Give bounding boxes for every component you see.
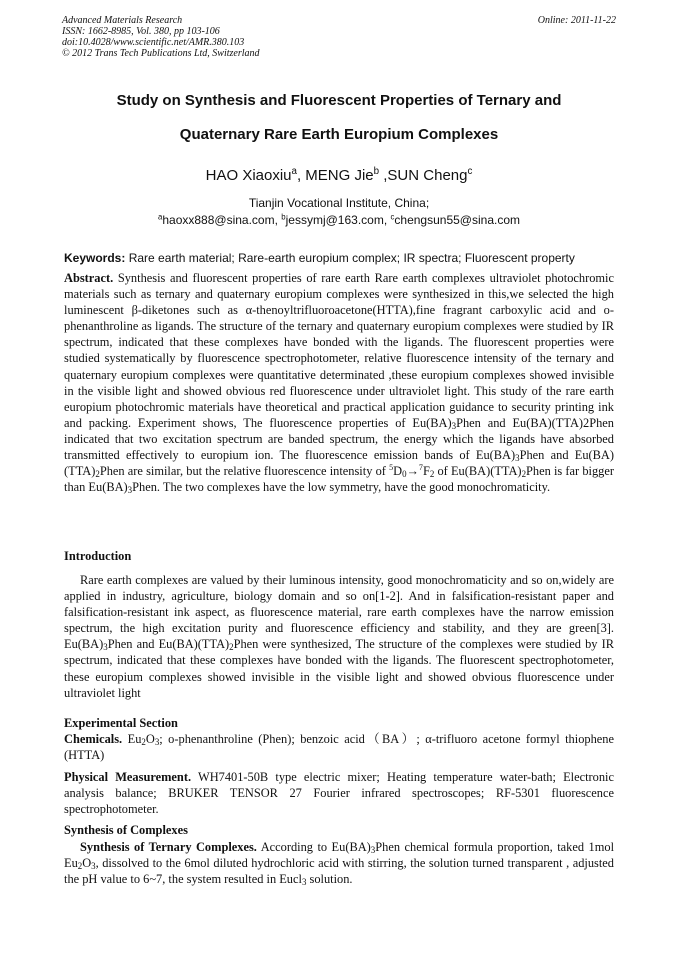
subscript: 3 — [103, 642, 108, 653]
chemicals-paragraph — [64, 731, 614, 763]
body-text: According to Eu(BA) — [256, 840, 371, 854]
email-mark: a — [158, 212, 163, 222]
physical-measurement-paragraph — [64, 769, 614, 817]
online-date: Online: 2011-11-22 — [537, 15, 616, 26]
body-text: WH7401-50B type electric mixer; Heating temperature water-bath; Electronic analysis balance; BRUKER TENSOR 27 Fourier infrared spectroscopes; RF-5301 fluorescence spectrophotometer. — [64, 770, 615, 817]
abstract-text: of Eu(BA)(TTA) — [434, 464, 522, 479]
email-link: haoxx888@sina.com, — [162, 213, 282, 227]
body-text: Rare earth complexes are valued by their luminous intensity, good monochromaticity and so on,widely are applied in industry, agriculture, biology domain and so on[1-2]. And in falsification-resistant paper and falsification-resistant ink aspect, as fluorescence material, rare earth complexes have the narrow emission spectrum, the high excitation purity and fluorescence efficiency and stability, and they are green[3]. Eu(BA) — [64, 573, 614, 652]
body-text: Phen and Eu(BA)(TTA) — [107, 637, 230, 652]
body-text: solution. — [306, 872, 353, 887]
section-heading-experimental: Experimental Section — [64, 716, 178, 730]
email-link: chengsun55@sina.com — [394, 213, 520, 227]
body-text: Phen were synthesized, The structure of the complexes were studied by IR spectrum, indicated that these complexes have bonded with the ligands. The fluorescent spectrophotometer, these europium complexes showed invisible in the visible light and showed obvious fluorescence under ultraviolet light — [64, 637, 614, 700]
subscript: 2 — [521, 469, 527, 480]
subscript: 3 — [370, 845, 376, 856]
subscript: 3 — [154, 737, 160, 748]
abstract-text: Phen. The two complexes have the low symmetry, have the good monochromaticity. — [132, 480, 551, 495]
introduction-paragraph — [64, 572, 614, 701]
body-text: O — [145, 732, 155, 746]
body-text: , dissolved to the 6mol diluted hydrochloric acid with stirring, the solution turned transparent , adjusted the pH value to 6~7, the system resulted in Eucl — [64, 856, 614, 887]
abstract-text: Phen and Eu(BA)(TTA)2Phen indicated that two excitation spectrum are banded spectrum, the energy which the ligands have absorbed transmitted effectively to europium ion. The fluorescence emission bands of Eu(BA) — [64, 415, 614, 463]
subscript: 2 — [229, 642, 234, 653]
ternary-synthesis-label: Synthesis of Ternary Complexes. — [80, 840, 257, 854]
physical-measurement-label: Physical Measurement. — [64, 770, 192, 784]
ternary-synthesis-paragraph — [64, 839, 614, 887]
abstract-text: Phen is far bigger than Eu(BA) — [64, 464, 615, 495]
author-affil-mark: b — [373, 166, 380, 178]
subscript: 0 — [402, 469, 407, 480]
author-emails — [40, 213, 638, 227]
email-mark: c — [390, 212, 395, 222]
subscript: 3 — [127, 485, 133, 496]
issn-line: ISSN: 1662-8985, Vol. 380, pp 103-106 — [62, 26, 220, 37]
abstract-text: Phen and Eu(BA)(TTA) — [64, 448, 614, 479]
abstract-text: Phen are similar, but the relative fluorescence intensity of — [99, 464, 390, 479]
subscript: 2 — [429, 469, 435, 480]
superscript: 7 — [418, 463, 423, 473]
abstract-text: F — [422, 464, 430, 479]
abstract-text: D — [393, 464, 403, 479]
body-text: ; o-phenanthroline (Phen); benzoic acid（BA）; α-trifluoro acetone formyl thiophene (HTTA) — [64, 732, 614, 763]
journal-header — [62, 15, 616, 59]
subscript: 3 — [301, 877, 307, 888]
subscript: 3 — [451, 421, 457, 432]
paper-title-line-1: Study on Synthesis and Fluorescent Properties of Ternary and — [116, 92, 562, 109]
affiliation: Tianjin Vocational Institute, China; — [248, 196, 430, 210]
author-affil-mark: c — [467, 166, 473, 178]
keywords — [64, 250, 620, 266]
subscript: 3 — [91, 861, 96, 872]
section-heading-introduction: Introduction — [64, 549, 132, 563]
author-affil-mark: a — [291, 166, 297, 178]
body-text: Eu — [122, 732, 142, 746]
author-list — [40, 167, 638, 185]
chemicals-label: Chemicals. — [64, 732, 123, 746]
paper-title-line-2: Quaternary Rare Earth Europium Complexes — [179, 126, 499, 143]
copyright-line: © 2012 Trans Tech Publications Ltd, Switzerland — [62, 48, 260, 59]
abstract-label: Abstract. — [64, 271, 114, 285]
abstract-paragraph — [64, 270, 614, 495]
author-name: , MENG Jie — [296, 167, 374, 184]
subscript: 3 — [515, 453, 520, 464]
email-link: jessymj@163.com, — [285, 213, 391, 227]
subscript: 2 — [77, 861, 83, 872]
author-name: ,SUN Cheng — [379, 167, 468, 184]
subscript: 2 — [95, 469, 100, 480]
author-name: HAO Xiaoxiu — [205, 167, 292, 184]
email-mark: b — [281, 212, 286, 222]
superscript: 5 — [389, 463, 394, 473]
abstract-text: Synthesis and fluorescent properties of rare earth Rare earth complexes ultraviolet photochromic materials such as ternary and quaternary europium complexes were synthesized in this,we selected the high luminescent β-diketones such as α-thenoyltrifluoroacetone(HTTA),fine fragrant carboxylic acid and o-phenanthroline as ligands. The structure of the ternary and quaternary europium complexes were studied by IR spectrum, indicated that these complexes have bonded with the ligands. The fluorescent properties were studied systematically by fluorescence spectrophotometer, relative fluorescence intensity of the ternary and quaternary europium complexes were quantitative determinated ,these europium complexes showed invisible in the visible light and showed obvious red fluorescence under ultraviolet light. This study of the rare earth europium photochromic materials have theoretical and practical application guidance to security printing ink and packing. Experiment shows, The fluorescence properties of Eu(BA) — [64, 271, 614, 430]
subscript: 2 — [141, 737, 146, 748]
doi-line: doi:10.4028/www.scientific.net/AMR.380.103 — [62, 37, 245, 48]
body-text: O — [82, 856, 92, 871]
section-heading-synthesis: Synthesis of Complexes — [64, 823, 188, 837]
keywords-text: Rare earth material; Rare-earth europium complex; IR spectra; Fluorescent property — [125, 251, 575, 265]
journal-name: Advanced Materials Research — [62, 15, 183, 26]
keywords-label: Keywords: — [64, 251, 126, 265]
body-text: Phen chemical formula proportion, taked 1mol Eu — [64, 840, 615, 871]
abstract-text: → — [406, 464, 419, 479]
